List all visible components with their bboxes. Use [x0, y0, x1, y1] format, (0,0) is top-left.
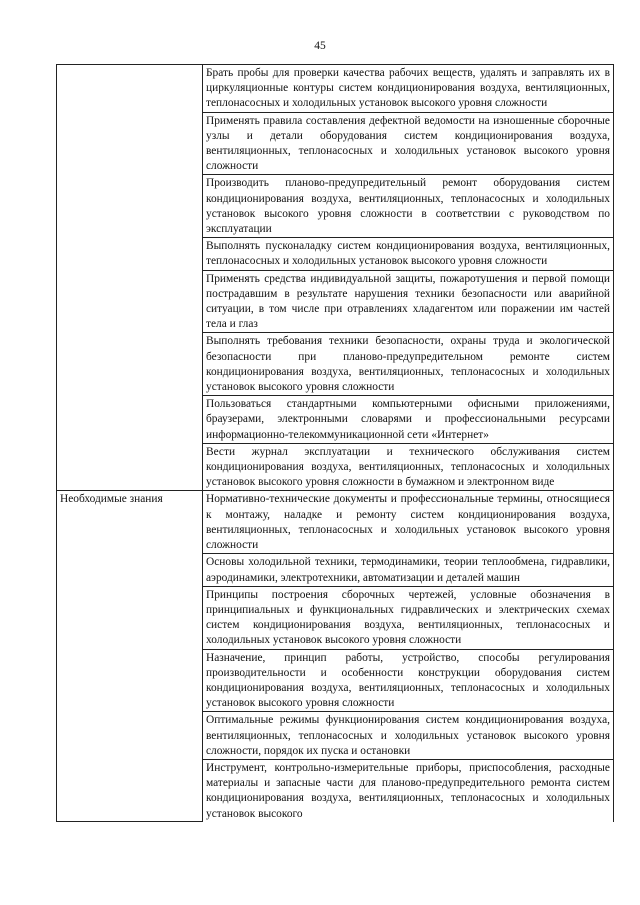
table-row: [57, 65, 614, 113]
requirement-text-cell: Нормативно-технические документы и профессиональные термины, относящиеся к монтажу, наладке и ремонту систем кондиционирования воздуха, вентиляционных, теплонасосных и холодильных установок высокого уровня сложности: [203, 491, 614, 554]
requirement-text-cell: Применять правила составления дефектной ведомости на изношенные сборочные узлы и детали оборудования систем кондиционирования воздуха, вентиляционных, теплонасосных и холодильных установок высокого уровня сложности: [203, 112, 614, 175]
requirement-text-cell: Производить планово-предупредительный ремонт оборудования систем кондиционирования воздуха, вентиляционных, теплонасосных и холодильных установок высокого уровня сложности в соответствии с руководством по эксплуатации: [203, 175, 614, 238]
requirement-text-cell: Основы холодильной техники, термодинамики, теории теплообмена, гидравлики, аэродинамики, электротехники, автоматизации и деталей машин: [203, 554, 614, 586]
section-label-cell: Необходимые знания: [57, 491, 203, 822]
requirements-table-body: [57, 65, 614, 822]
section-label-cell: [57, 65, 203, 491]
page-number: 45: [314, 40, 326, 52]
requirement-text-cell: Пользоваться стандартными компьютерными офисными приложениями, браузерами, электронными словарями и профессиональными ресурсами информационно-телекоммуникационной сети «Интернет»: [203, 396, 614, 444]
requirement-text-cell: Применять средства индивидуальной защиты, пожаротушения и первой помощи пострадавшим в результате нарушения техники безопасности или аварийной ситуации, в том числе при отравлениях хладагентом или поражении им частей тела и глаз: [203, 270, 614, 333]
requirements-table: [56, 64, 614, 822]
requirement-text-cell: Назначение, принцип работы, устройство, способы регулирования производительности и особенности конструкции оборудования систем кондиционирования воздуха, вентиляционных, теплонасосных и холодильных установок высокого уровня сложности: [203, 649, 614, 712]
requirement-text-cell: Инструмент, контрольно-измерительные приборы, приспособления, расходные материалы и запасные части для планово-предупредительного ремонта систем кондиционирования воздуха, вентиляционных, теплонасосных и холодильных установок высокого: [203, 759, 614, 821]
requirement-text-cell: Принципы построения сборочных чертежей, условные обозначения в принципиальных и функциональных гидравлических и электрических схемах систем кондиционирования воздуха, вентиляционных, теплонасосных и холодильных установок высокого уровня сложности: [203, 586, 614, 649]
requirement-text-cell: Вести журнал эксплуатации и технического обслуживания систем кондиционирования воздуха, вентиляционных, теплонасосных и холодильных установок высокого уровня сложности в бумажном и электронном виде: [203, 443, 614, 491]
requirement-text-cell: Выполнять пусконаладку систем кондиционирования воздуха, вентиляционных, теплонасосных и холодильных установок высокого уровня сложности: [203, 238, 614, 270]
requirement-text-cell: Брать пробы для проверки качества рабочих веществ, удалять и заправлять их в циркуляционные контуры систем кондиционирования воздуха, вентиляционных, теплонасосных и холодильных установок высокого уровня сложности: [203, 65, 614, 113]
table-row: [57, 491, 614, 554]
requirement-text-cell: Оптимальные режимы функционирования систем кондиционирования воздуха, вентиляционных, теплонасосных и холодильных установок высокого уровня сложности, порядок их пуска и остановки: [203, 712, 614, 760]
requirement-text-cell: Выполнять требования техники безопасности, охраны труда и экологической безопасности при планово-предупредительном ремонте систем кондиционирования воздуха, вентиляционных, теплонасосных и холодильных установок высокого уровня сложности: [203, 333, 614, 396]
